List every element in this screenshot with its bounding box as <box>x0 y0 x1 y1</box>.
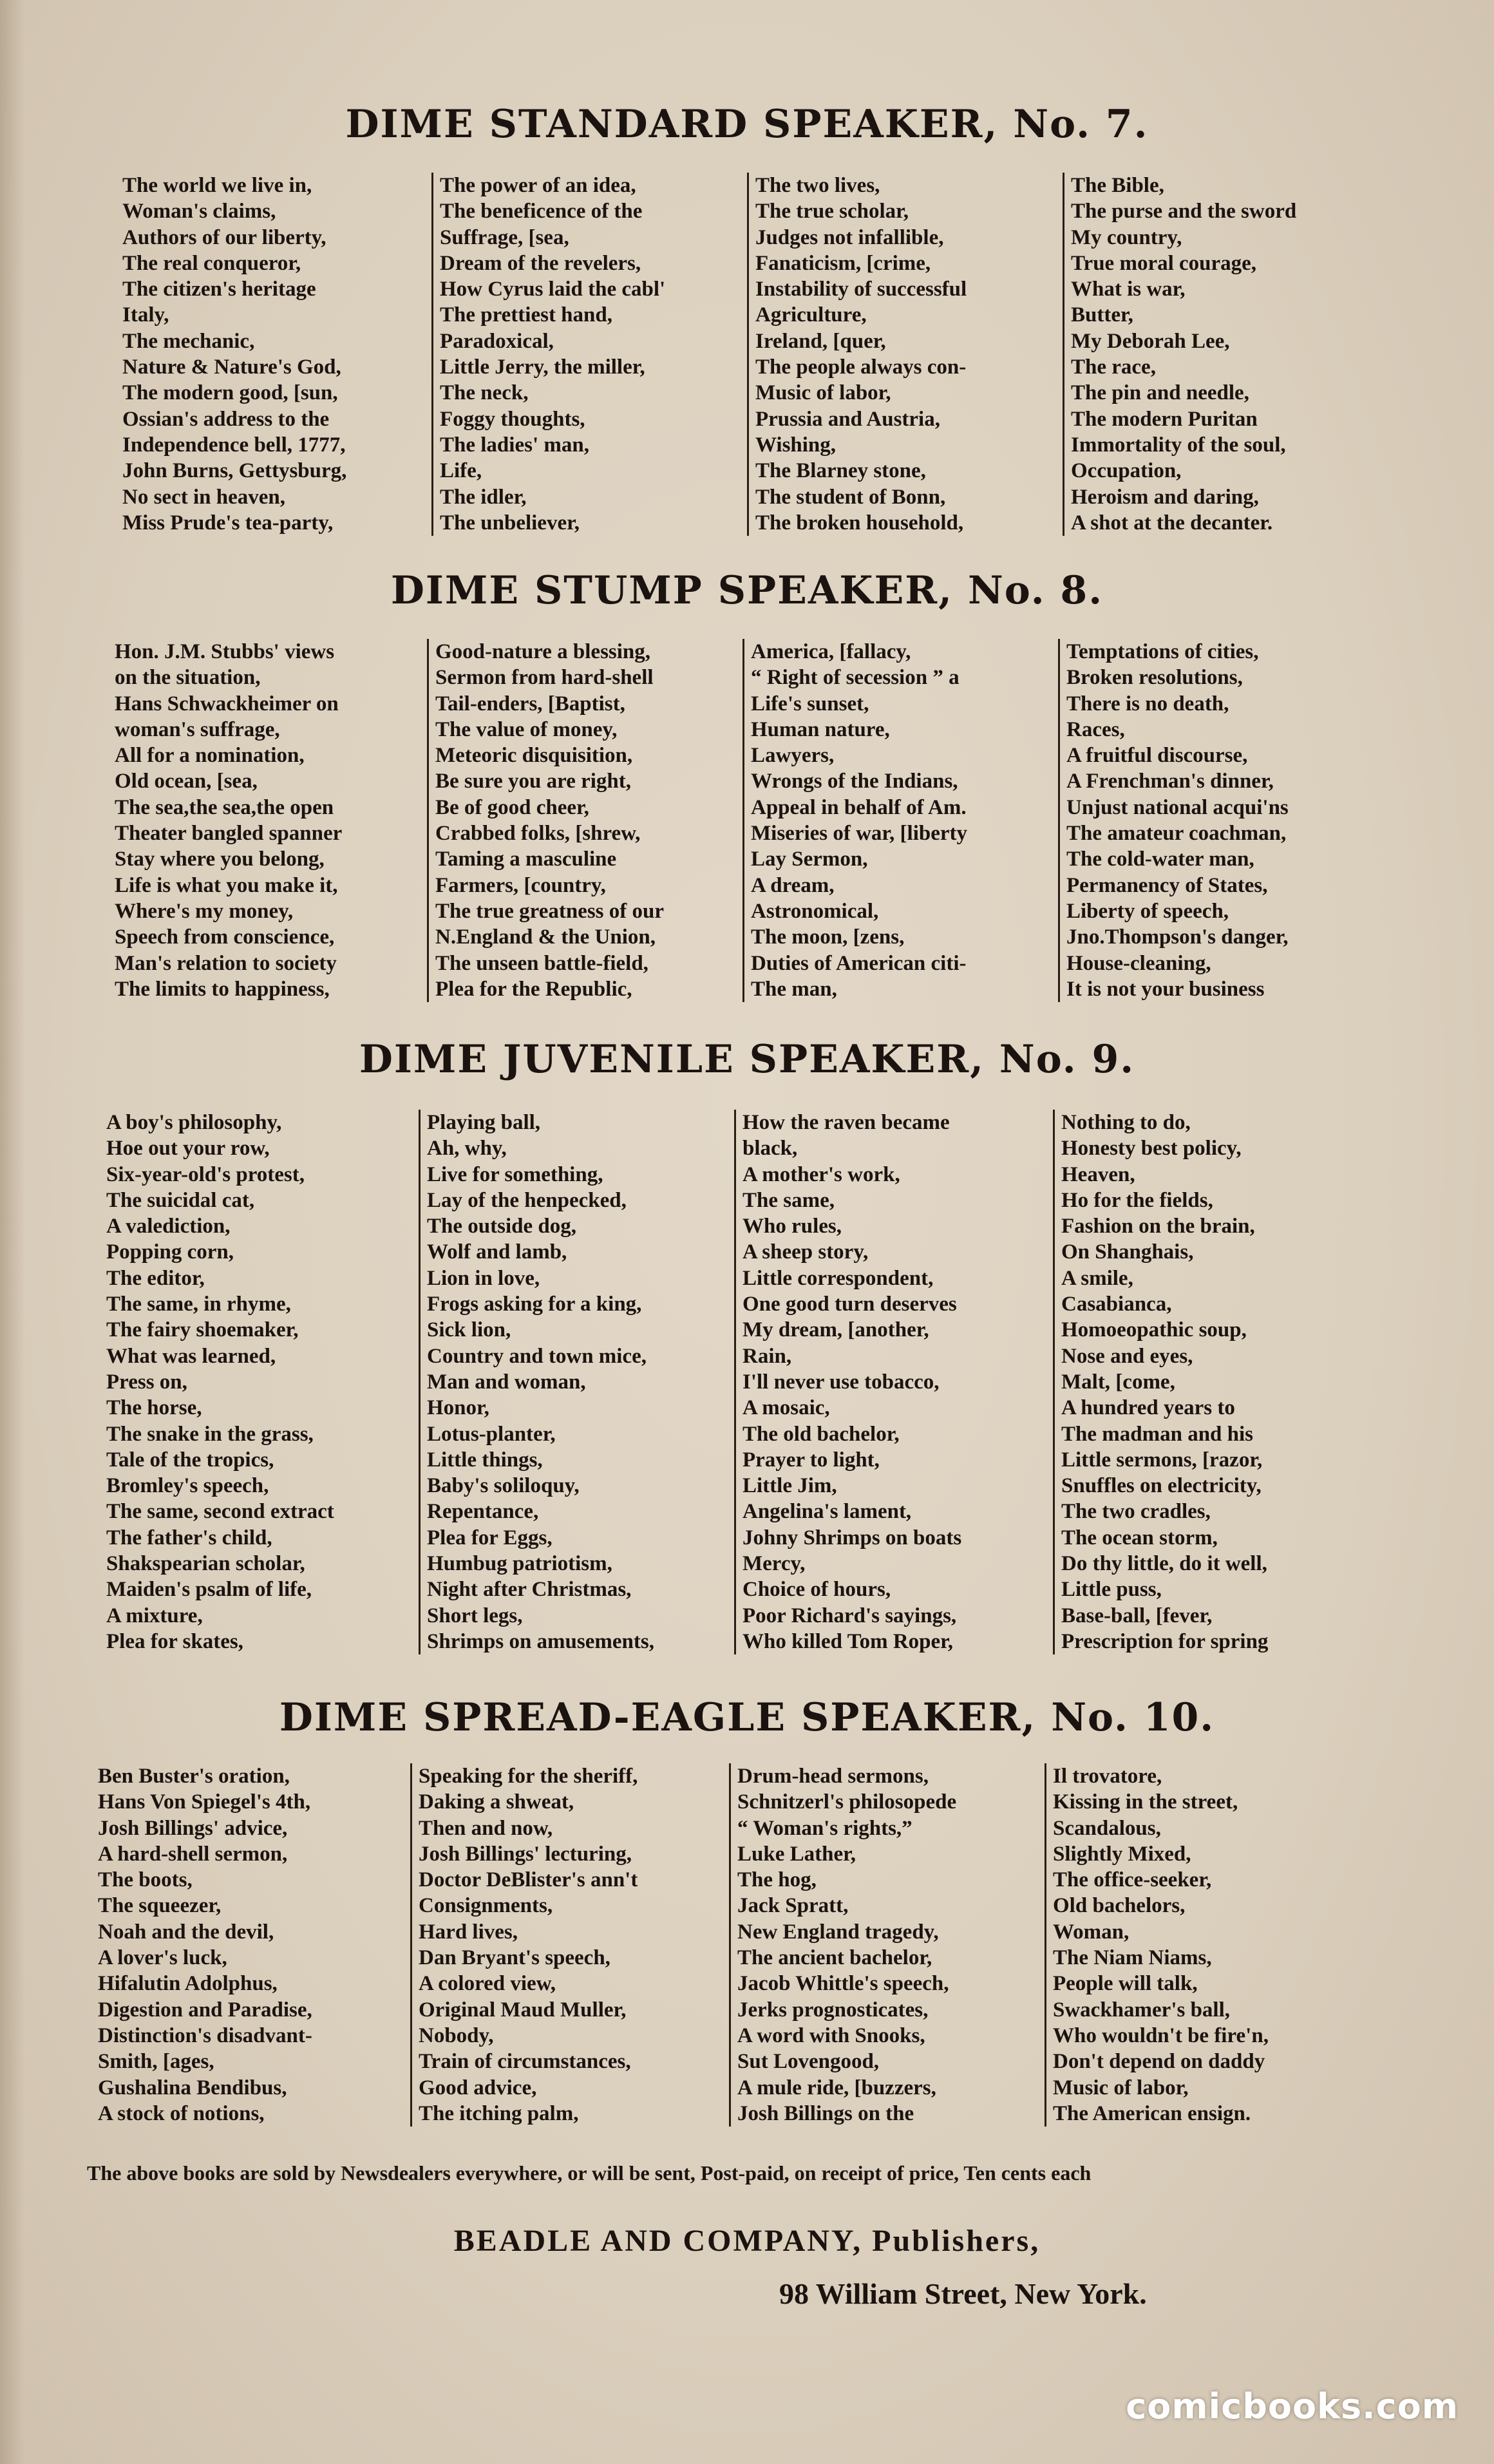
list-item: Wishing, <box>755 433 837 457</box>
list-item: Hard lives, <box>419 1920 518 1944</box>
list-item: Doctor DeBlister's ann't <box>419 1868 638 1892</box>
list-item: Rain, <box>742 1344 792 1368</box>
list-item: Old ocean, [sea, <box>115 770 258 793</box>
list-item: Poor Richard's sayings, <box>742 1604 957 1627</box>
list-item: Consignments, <box>419 1894 553 1918</box>
list-item: The ladies' man, <box>440 433 589 457</box>
list-item: Man and woman, <box>427 1370 586 1394</box>
list-item: Astronomical, <box>751 899 879 923</box>
list-item: I'll never use tobacco, <box>742 1370 940 1394</box>
list-item: “ Right of secession ” a <box>751 666 960 690</box>
list-item: The unseen battle-field, <box>435 951 648 975</box>
list-item: Original Maud Muller, <box>419 1998 627 2022</box>
list-item: Woman, <box>1053 1920 1130 1944</box>
list-item: Fanaticism, [crime, <box>755 251 931 275</box>
list-item: The suicidal cat, <box>106 1188 255 1212</box>
list-item: Be sure you are right, <box>435 770 632 793</box>
list-item: Humbug patriotism, <box>427 1552 612 1576</box>
list-item: The itching palm, <box>419 2101 579 2125</box>
list-item: The outside dog, <box>427 1215 576 1238</box>
list-item: Then and now, <box>419 1816 553 1840</box>
list-item: Night after Christmas, <box>427 1578 632 1602</box>
list-item: A stock of notions, <box>98 2101 265 2125</box>
list-item: Wolf and lamb, <box>427 1240 567 1264</box>
column-2 <box>410 1763 729 2127</box>
list-item: The man, <box>751 977 837 1001</box>
list-item: Plea for the Republic, <box>435 977 632 1001</box>
list-item: The horse, <box>106 1396 202 1420</box>
list-item: The hog, <box>737 1868 817 1892</box>
list-item: Mercy, <box>742 1552 806 1576</box>
list-item: A dream, <box>751 873 835 897</box>
list-item: Sut Lovengood, <box>737 2050 880 2074</box>
list-item: The two cradles, <box>1061 1500 1211 1524</box>
list-item: Little sermons, [razor, <box>1061 1448 1263 1472</box>
list-item: The limits to happiness, <box>115 977 330 1001</box>
list-item: Paradoxical, <box>440 329 554 353</box>
column-1 <box>106 1110 419 1654</box>
list-item: The American ensign. <box>1053 2101 1251 2125</box>
column-2 <box>427 639 742 1002</box>
column-2 <box>431 173 747 536</box>
list-item: Josh Billings' lecturing, <box>419 1842 632 1866</box>
list-item: The ocean storm, <box>1061 1526 1218 1549</box>
list-item: Hon. J.M. Stubbs' views <box>115 640 335 663</box>
column-1 <box>98 1763 410 2127</box>
list-item: Playing ball, <box>427 1111 541 1134</box>
section-title-stump-speaker: DIME STUMP SPEAKER, No. 8. <box>390 568 1104 613</box>
list-item: The two lives, <box>755 174 880 197</box>
list-item: Train of circumstances, <box>419 2050 631 2074</box>
list-item: Tail-enders, [Baptist, <box>435 692 625 716</box>
list-item: Nature & Nature's God, <box>122 355 341 379</box>
list-item: Races, <box>1066 717 1125 741</box>
list-item: Jack Spratt, <box>737 1894 849 1918</box>
list-item: Gushalina Bendibus, <box>98 2076 287 2099</box>
list-item: Nothing to do, <box>1061 1111 1191 1134</box>
list-item: Music of labor, <box>1053 2076 1189 2099</box>
list-item: Be of good cheer, <box>435 795 589 819</box>
list-item: A hard-shell sermon, <box>98 1842 288 1866</box>
list-item: Smith, [ages, <box>98 2050 214 2074</box>
list-item: Nobody, <box>419 2023 494 2047</box>
list-item: What is war, <box>1071 278 1186 301</box>
list-item: Swackhamer's ball, <box>1053 1998 1231 2022</box>
list-item: A mother's work, <box>742 1162 900 1186</box>
list-item: A fruitful discourse, <box>1066 744 1248 768</box>
list-item: Ireland, [quer, <box>755 329 886 353</box>
list-item: Repentance, <box>427 1500 539 1524</box>
list-item: Life, <box>440 459 482 483</box>
list-item: Ben Buster's oration, <box>98 1765 290 1788</box>
list-item: Daking a shweat, <box>419 1790 574 1814</box>
list-item: The unbeliever, <box>440 511 580 535</box>
list-item: A word with Snooks, <box>737 2023 925 2047</box>
list-item: There is no death, <box>1066 692 1229 716</box>
list-item: Where's my money, <box>115 899 294 923</box>
list-item: America, [fallacy, <box>751 640 911 663</box>
list-item: The same, <box>742 1188 835 1212</box>
list-item: The ancient bachelor, <box>737 1946 932 1970</box>
list-item: on the situation, <box>115 666 261 690</box>
list-item: Theater bangled spanner <box>115 822 343 846</box>
list-item: Little Jim, <box>742 1474 837 1498</box>
list-item: The pin and needle, <box>1071 381 1249 405</box>
list-item: True moral courage, <box>1071 251 1257 275</box>
list-item: The modern Puritan <box>1071 407 1258 431</box>
list-item: Wrongs of the Indians, <box>751 770 958 793</box>
list-item: Short legs, <box>427 1604 523 1627</box>
list-item: Miss Prude's tea-party, <box>122 511 334 535</box>
list-item: Country and town mice, <box>427 1344 647 1368</box>
list-item: Malt, [come, <box>1061 1370 1175 1394</box>
list-item: The neck, <box>440 381 529 405</box>
list-item: Jno.Thompson's danger, <box>1066 925 1289 949</box>
list-item: All for a nomination, <box>115 744 305 768</box>
list-item: My dream, [another, <box>742 1318 929 1342</box>
list-item: Plea for skates, <box>106 1629 243 1653</box>
list-item: Who rules, <box>742 1215 842 1238</box>
list-item: House-cleaning, <box>1066 951 1211 975</box>
list-item: The moon, [zens, <box>751 925 905 949</box>
list-item: Hans Von Spiegel's 4th, <box>98 1790 311 1814</box>
list-item: It is not your business <box>1066 977 1265 1001</box>
list-item: The true greatness of our <box>435 899 665 923</box>
list-item: Foggy thoughts, <box>440 407 585 431</box>
list-item: Frogs asking for a king, <box>427 1293 642 1316</box>
list-item: Kissing in the street, <box>1053 1790 1238 1814</box>
list-item: A boy's philosophy, <box>106 1111 282 1134</box>
list-item: A mosaic, <box>742 1396 830 1420</box>
list-item: Appeal in behalf of Am. <box>751 795 967 819</box>
list-item: A mule ride, [buzzers, <box>737 2076 936 2099</box>
list-item: Crabbed folks, [shrew, <box>435 822 641 846</box>
list-item: Popping corn, <box>106 1240 234 1264</box>
list-item: Honesty best policy, <box>1061 1137 1242 1161</box>
watermark: comicbooks.com <box>1126 2386 1459 2427</box>
list-item: Tale of the tropics, <box>106 1448 274 1472</box>
list-item: People will talk, <box>1053 1972 1198 1996</box>
list-item: Human nature, <box>751 717 890 741</box>
list-item: Speech from conscience, <box>115 925 335 949</box>
list-item: The mechanic, <box>122 329 255 353</box>
list-item: Bromley's speech, <box>106 1474 269 1498</box>
list-item: A smile, <box>1061 1266 1133 1290</box>
section-spread-eagle-speaker-list <box>98 1763 1357 2127</box>
column-4 <box>1058 639 1367 1002</box>
list-item: The snake in the grass, <box>106 1422 314 1446</box>
list-item: No sect in heaven, <box>122 485 285 509</box>
list-item: Little puss, <box>1061 1578 1162 1602</box>
list-item: woman's suffrage, <box>115 717 280 741</box>
list-item: The world we live in, <box>122 174 312 197</box>
column-2 <box>419 1110 734 1654</box>
list-item: Judges not infallible, <box>755 225 944 249</box>
list-item: Who wouldn't be fire'n, <box>1053 2023 1269 2047</box>
list-item: What was learned, <box>106 1344 276 1368</box>
list-item: Suffrage, [sea, <box>440 225 569 249</box>
list-item: Schnitzerl's philosopede <box>737 1790 957 1814</box>
list-item: Prescription for spring <box>1061 1629 1269 1653</box>
list-item: Snuffles on electricity, <box>1061 1474 1262 1498</box>
list-item: The prettiest hand, <box>440 303 612 327</box>
list-item: Noah and the devil, <box>98 1920 274 1944</box>
list-item: The cold-water man, <box>1066 848 1254 871</box>
page-edge-shading <box>0 0 24 2464</box>
list-item: The true scholar, <box>755 200 909 223</box>
list-item: Luke Lather, <box>737 1842 856 1866</box>
list-item: Digestion and Paradise, <box>98 1998 312 2022</box>
list-item: Permanency of States, <box>1066 873 1268 897</box>
column-4 <box>1063 173 1372 536</box>
list-item: Nose and eyes, <box>1061 1344 1193 1368</box>
list-item: The idler, <box>440 485 527 509</box>
list-item: Ah, why, <box>427 1137 507 1161</box>
publisher-address: 98 William Street, New York. <box>779 2277 1147 2310</box>
list-item: The Niam Niams, <box>1053 1946 1212 1970</box>
section-title-spread-eagle-speaker: DIME SPREAD-EAGLE SPEAKER, No. 10. <box>279 1695 1215 1740</box>
list-item: Choice of hours, <box>742 1578 891 1602</box>
column-4 <box>1053 1110 1362 1654</box>
list-item: Hifalutin Adolphus, <box>98 1972 278 1996</box>
list-item: The madman and his <box>1061 1422 1254 1446</box>
list-item: Lay of the henpecked, <box>427 1188 627 1212</box>
list-item: Little things, <box>427 1448 543 1472</box>
list-item: Scandalous, <box>1053 1816 1161 1840</box>
column-4 <box>1045 1763 1357 2127</box>
list-item: Distinction's disadvant- <box>98 2023 312 2047</box>
list-item: Plea for Eggs, <box>427 1526 553 1549</box>
list-item: Broken resolutions, <box>1066 666 1243 690</box>
list-item: Don't depend on daddy <box>1053 2050 1265 2074</box>
list-item: Little Jerry, the miller, <box>440 355 645 379</box>
list-item: Music of labor, <box>755 381 891 405</box>
list-item: Homoeopathic soup, <box>1061 1318 1247 1342</box>
list-item: New England tragedy, <box>737 1920 939 1944</box>
list-item: A sheep story, <box>742 1240 869 1264</box>
list-item: Butter, <box>1071 303 1133 327</box>
section-standard-speaker-list <box>122 173 1372 536</box>
list-item: Sick lion, <box>427 1318 511 1342</box>
section-title-juvenile-speaker: DIME JUVENILE SPEAKER, No. 9. <box>359 1037 1135 1082</box>
publisher-name: BEADLE AND COMPANY, Publishers, <box>453 2224 1041 2258</box>
list-item: Casabianca, <box>1061 1293 1172 1316</box>
list-item: Speaking for the sheriff, <box>419 1765 638 1788</box>
list-item: Lotus-planter, <box>427 1422 556 1446</box>
list-item: Good advice, <box>419 2076 537 2099</box>
list-item: Authors of our liberty, <box>122 225 326 249</box>
section-title-standard-speaker: DIME STANDARD SPEAKER, No. 7. <box>345 102 1149 147</box>
list-item: The amateur coachman, <box>1066 822 1287 846</box>
list-item: How the raven became <box>742 1111 950 1134</box>
list-item: The same, second extract <box>106 1500 334 1524</box>
list-item: Prayer to light, <box>742 1448 880 1472</box>
list-item: Josh Billings' advice, <box>98 1816 288 1840</box>
list-item: The people always con- <box>755 355 967 379</box>
list-item: The editor, <box>106 1266 205 1290</box>
list-item: Little correspondent, <box>742 1266 934 1290</box>
list-item: The old bachelor, <box>742 1422 900 1446</box>
list-item: The father's child, <box>106 1526 272 1549</box>
list-item: Josh Billings on the <box>737 2101 914 2125</box>
list-item: Temptations of cities, <box>1066 640 1259 663</box>
list-item: Taming a masculine <box>435 848 617 871</box>
list-item: Do thy little, do it well, <box>1061 1552 1267 1576</box>
list-item: A lover's luck, <box>98 1946 227 1970</box>
list-item: Fashion on the brain, <box>1061 1215 1255 1238</box>
list-item: A shot at the decanter. <box>1071 511 1273 535</box>
list-item: Miseries of war, [liberty <box>751 822 968 846</box>
list-item: The sea,the sea,the open <box>115 795 334 819</box>
list-item: The Bible, <box>1071 174 1164 197</box>
list-item: Prussia and Austria, <box>755 407 940 431</box>
list-item: Shrimps on amusements, <box>427 1629 654 1653</box>
column-1 <box>115 639 427 1002</box>
list-item: Lawyers, <box>751 744 835 768</box>
list-item: Lion in love, <box>427 1266 540 1290</box>
list-item: Life's sunset, <box>751 692 869 716</box>
column-3 <box>734 1110 1053 1654</box>
list-item: Heroism and daring, <box>1071 485 1259 509</box>
list-item: The broken household, <box>755 511 964 535</box>
list-item: Liberty of speech, <box>1066 899 1229 923</box>
list-item: My Deborah Lee, <box>1071 329 1230 353</box>
list-item: Italy, <box>122 303 169 327</box>
list-item: Who killed Tom Roper, <box>742 1629 954 1653</box>
list-item: Unjust national acqui'ns <box>1066 795 1289 819</box>
list-item: A mixture, <box>106 1604 203 1627</box>
column-1 <box>122 173 431 536</box>
list-item: The real conqueror, <box>122 251 301 275</box>
list-item: Dream of the revelers, <box>440 251 641 275</box>
list-item: A colored view, <box>419 1972 556 1996</box>
list-item: Jacob Whittle's speech, <box>737 1972 949 1996</box>
list-item: Honor, <box>427 1396 489 1420</box>
section-juvenile-speaker-list <box>106 1110 1362 1654</box>
list-item: Shakspearian scholar, <box>106 1552 305 1576</box>
list-item: N.England & the Union, <box>435 925 656 949</box>
list-item: Duties of American citi- <box>751 951 967 975</box>
list-item: Six-year-old's protest, <box>106 1162 305 1186</box>
list-item: Hoe out your row, <box>106 1137 270 1161</box>
column-3 <box>729 1763 1045 2127</box>
list-item: Base-ball, [fever, <box>1061 1604 1213 1627</box>
list-item: Woman's claims, <box>122 200 276 223</box>
column-3 <box>742 639 1058 1002</box>
list-item: Dan Bryant's speech, <box>419 1946 610 1970</box>
list-item: Baby's soliloquy, <box>427 1474 580 1498</box>
list-item: Ho for the fields, <box>1061 1188 1213 1212</box>
list-item: Lay Sermon, <box>751 848 868 871</box>
ordering-note: The above books are sold by Newsdealers everywhere, or will be sent, Post-paid, on receipt of price, Ten cents each <box>87 2161 1092 2184</box>
list-item: Old bachelors, <box>1053 1894 1186 1918</box>
list-item: Il trovatore, <box>1053 1765 1162 1788</box>
list-item: A hundred years to <box>1061 1396 1235 1420</box>
list-item: Jerks prognosticates, <box>737 1998 929 2022</box>
list-item: Live for something, <box>427 1162 603 1186</box>
section-stump-speaker-list <box>115 639 1367 1002</box>
list-item: The value of money, <box>435 717 618 741</box>
list-item: Life is what you make it, <box>115 873 338 897</box>
list-item: The same, in rhyme, <box>106 1293 291 1316</box>
list-item: Agriculture, <box>755 303 867 327</box>
list-item: How Cyrus laid the cabl' <box>440 278 666 301</box>
list-item: One good turn deserves <box>742 1293 957 1316</box>
list-item: Occupation, <box>1071 459 1182 483</box>
list-item: The power of an idea, <box>440 174 636 197</box>
list-item: On Shanghais, <box>1061 1240 1194 1264</box>
list-item: A Frenchman's dinner, <box>1066 770 1274 793</box>
list-item: Hans Schwackheimer on <box>115 692 339 716</box>
list-item: black, <box>742 1137 798 1161</box>
list-item: Farmers, [country, <box>435 873 606 897</box>
list-item: The squeezer, <box>98 1894 222 1918</box>
column-3 <box>747 173 1063 536</box>
list-item: Press on, <box>106 1370 187 1394</box>
list-item: Maiden's psalm of life, <box>106 1578 312 1602</box>
list-item: Angelina's lament, <box>742 1500 912 1524</box>
list-item: Slightly Mixed, <box>1053 1842 1191 1866</box>
list-item: Immortality of the soul, <box>1071 433 1286 457</box>
list-item: A valediction, <box>106 1215 231 1238</box>
list-item: The boots, <box>98 1868 193 1892</box>
list-item: Meteoric disquisition, <box>435 744 633 768</box>
list-item: The beneficence of the <box>440 200 643 223</box>
list-item: The modern good, [sun, <box>122 381 338 405</box>
list-item: The Blarney stone, <box>755 459 926 483</box>
list-item: Drum-head sermons, <box>737 1765 929 1788</box>
list-item: The fairy shoemaker, <box>106 1318 299 1342</box>
list-item: Johny Shrimps on boats <box>742 1526 962 1549</box>
list-item: The citizen's heritage <box>122 278 316 301</box>
list-item: The purse and the sword <box>1071 200 1297 223</box>
list-item: The office-seeker, <box>1053 1868 1212 1892</box>
list-item: The race, <box>1071 355 1156 379</box>
list-item: Good-nature a blessing, <box>435 640 651 663</box>
list-item: Sermon from hard-shell <box>435 666 654 690</box>
list-item: Stay where you belong, <box>115 848 325 871</box>
list-item: Heaven, <box>1061 1162 1135 1186</box>
list-item: “ Woman's rights,” <box>737 1816 912 1840</box>
list-item: The student of Bonn, <box>755 485 946 509</box>
list-item: Instability of successful <box>755 278 967 301</box>
list-item: Independence bell, 1777, <box>122 433 346 457</box>
list-item: John Burns, Gettysburg, <box>122 459 347 483</box>
list-item: My country, <box>1071 225 1182 249</box>
list-item: Man's relation to society <box>115 951 337 975</box>
list-item: Ossian's address to the <box>122 407 330 431</box>
